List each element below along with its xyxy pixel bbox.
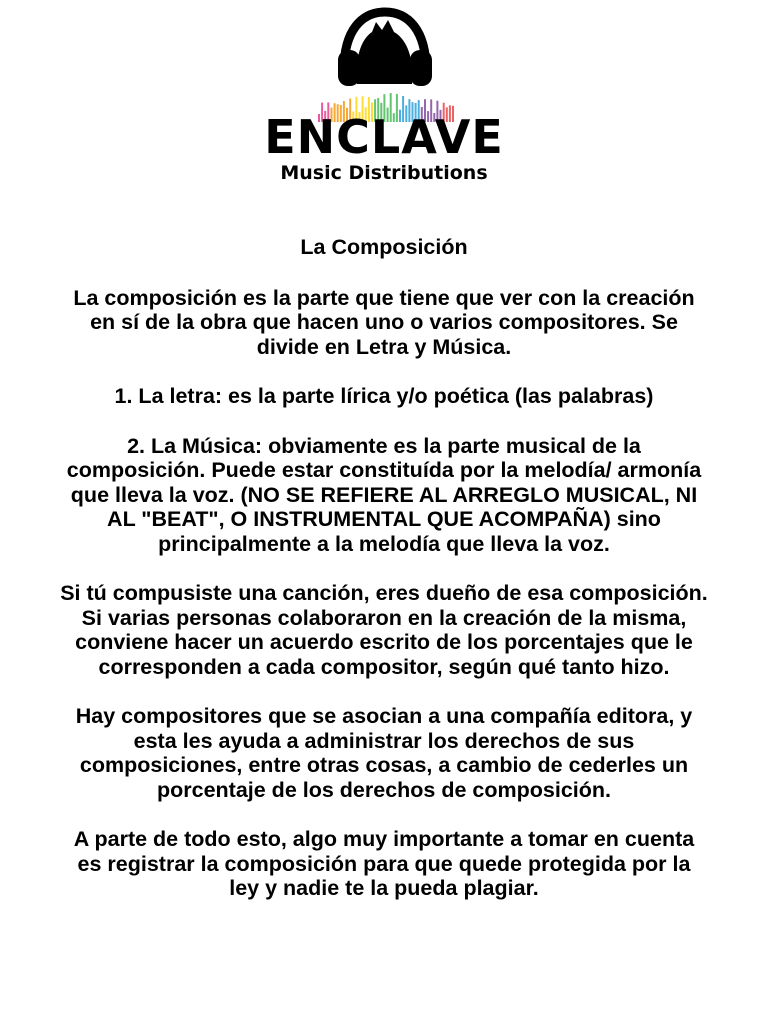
paragraph-ownership: Si tú compusiste una canción, eres dueño de esa composición. Si varias personas colaboraron en la creación de la misma, conviene hacer un acuerdo escrito de los porcentajes que le corresponden a cada compositor, según qué tanto hizo.: [60, 581, 708, 679]
document-body: [60, 235, 708, 926]
brand-tagline: Music Distributions: [280, 162, 488, 184]
list-item-letra: 1. La letra: es la parte lírica y/o poética (las palabras): [114, 384, 654, 408]
paragraph-intro: La composición es la parte que tiene que ver con la creación en sí de la obra que hacen uno o varios compositores. Se divide en Letra y Música.: [73, 285, 695, 359]
enclave-logo: [0, 0, 768, 200]
paragraph-registration: A parte de todo esto, algo muy importante a tomar en cuenta es registrar la composición para que quede protegida por la ley y nadie te la pueda plagiar.: [73, 827, 695, 900]
brand-name: ENCLAVE: [264, 110, 504, 164]
page-title: La Composición: [300, 235, 468, 259]
list-item-musica: 2. La Música: obviamente es la parte musical de la composición. Puede estar constituída por la melodía/ armonía que lleva la voz. (NO SE REFIERE AL ARREGLO MUSICAL, NI AL "BEAT", O INSTRUMENTAL QUE ACOMPAÑA) sino principalmente a la melodía que lleva la voz.: [66, 433, 702, 556]
paragraph-publishers: Hay compositores que se asocian a una compañía editora, y esta les ayuda a administrar los derechos de sus composiciones, entre otras cosas, a cambio de cederles un porcentaje de los derechos de composición.: [75, 704, 693, 802]
